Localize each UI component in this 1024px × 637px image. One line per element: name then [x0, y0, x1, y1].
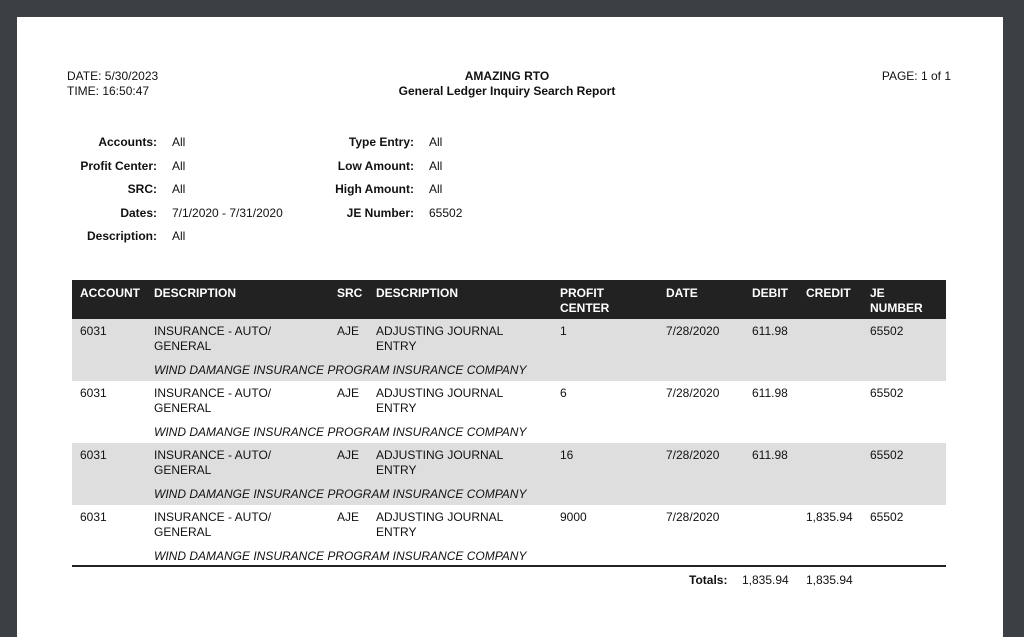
cell-src: AJE — [337, 386, 360, 400]
report-time: TIME: 16:50:47 — [67, 84, 150, 98]
cell-src: AJE — [337, 324, 360, 338]
filter-value: 7/1/2020 - 7/31/2020 — [172, 205, 283, 220]
totals-debit: 1,835.94 — [742, 573, 789, 587]
filter-value: All — [429, 135, 443, 149]
filter-value: All — [172, 182, 186, 196]
cell-memo: WIND DAMANGE INSURANCE PROGRAM INSURANCE COMPANY — [154, 549, 527, 563]
cell-debit: 611.98 — [752, 386, 788, 400]
column-header: PROFIT CENTER — [560, 286, 610, 315]
filter-value: All — [172, 135, 186, 149]
filter-label: JE Number: — [346, 205, 414, 220]
cell-debit: 611.98 — [752, 448, 788, 462]
table-header — [72, 280, 946, 319]
cell-debit: 611.98 — [752, 324, 788, 338]
column-header: ACCOUNT — [80, 286, 140, 300]
cell-profit-center: 1 — [560, 324, 567, 338]
cell-credit: 1,835.94 — [806, 510, 853, 524]
cell-profit-center: 16 — [560, 448, 574, 462]
filter-value: All — [172, 158, 186, 173]
column-header: CREDIT — [806, 286, 851, 300]
filter-label: High Amount: — [335, 182, 414, 196]
ledger-table — [72, 280, 946, 567]
totals-divider — [72, 565, 946, 567]
filter-label: SRC: — [127, 182, 157, 196]
cell-memo: WIND DAMANGE INSURANCE PROGRAM INSURANCE COMPANY — [154, 425, 527, 439]
table-row — [72, 319, 946, 381]
report-datetime — [67, 69, 158, 99]
cell-description: INSURANCE - AUTO/ GENERAL — [154, 386, 272, 415]
filter-label: Accounts: — [98, 135, 157, 149]
cell-account: 6031 — [80, 324, 107, 338]
cell-date: 7/28/2020 — [666, 324, 720, 338]
report-title: General Ledger Inquiry Search Report — [398, 84, 616, 98]
cell-date: 7/28/2020 — [666, 510, 720, 524]
filter-label: Low Amount: — [337, 158, 414, 173]
cell-date: 7/28/2020 — [666, 448, 720, 462]
column-header: DESCRIPTION — [154, 286, 237, 300]
filter-label: Profit Center: — [80, 158, 157, 173]
cell-src-description: ADJUSTING JOURNAL ENTRY — [376, 386, 503, 415]
cell-account: 6031 — [80, 510, 107, 524]
cell-description: INSURANCE - AUTO/ GENERAL — [154, 448, 272, 477]
cell-description: INSURANCE - AUTO/ GENERAL — [154, 510, 272, 539]
cell-src-description: ADJUSTING JOURNAL ENTRY — [376, 324, 503, 353]
cell-date: 7/28/2020 — [666, 386, 720, 400]
cell-profit-center: 6 — [560, 386, 567, 400]
column-header: DATE — [666, 286, 698, 300]
company-name: AMAZING RTO — [464, 69, 550, 83]
filter-label: Description: — [86, 229, 157, 243]
page-number: PAGE: 1 of 1 — [881, 69, 951, 83]
cell-memo: WIND DAMANGE INSURANCE PROGRAM INSURANCE COMPANY — [154, 363, 527, 377]
totals-credit: 1,835.94 — [806, 573, 853, 587]
table-row — [72, 443, 946, 505]
cell-src-description: ADJUSTING JOURNAL ENTRY — [376, 448, 503, 477]
cell-je-number: 65502 — [870, 324, 904, 338]
column-header: DESCRIPTION — [376, 286, 459, 300]
filter-label: Dates: — [120, 205, 157, 220]
filter-label: Type Entry: — [348, 135, 414, 149]
cell-profit-center: 9000 — [560, 510, 587, 524]
cell-src: AJE — [337, 448, 360, 462]
table-row — [72, 505, 946, 567]
report-heading — [357, 69, 657, 99]
column-header: SRC — [337, 286, 363, 300]
cell-src: AJE — [337, 510, 360, 524]
cell-account: 6031 — [80, 386, 107, 400]
column-header: JE NUMBER — [870, 286, 923, 315]
cell-je-number: 65502 — [870, 510, 904, 524]
filter-value: 65502 — [429, 205, 463, 220]
filter-value: All — [429, 158, 443, 173]
cell-je-number: 65502 — [870, 448, 904, 462]
cell-account: 6031 — [80, 448, 107, 462]
totals-label: Totals: — [689, 573, 728, 587]
cell-description: INSURANCE - AUTO/ GENERAL — [154, 324, 272, 353]
filter-value: All — [429, 182, 443, 196]
report-page — [17, 17, 1003, 637]
cell-je-number: 65502 — [870, 386, 904, 400]
cell-memo: WIND DAMANGE INSURANCE PROGRAM INSURANCE COMPANY — [154, 487, 527, 501]
column-header: DEBIT — [752, 286, 788, 300]
filter-value: All — [172, 229, 186, 243]
cell-src-description: ADJUSTING JOURNAL ENTRY — [376, 510, 503, 539]
report-date: DATE: 5/30/2023 — [67, 69, 159, 83]
table-row — [72, 381, 946, 443]
